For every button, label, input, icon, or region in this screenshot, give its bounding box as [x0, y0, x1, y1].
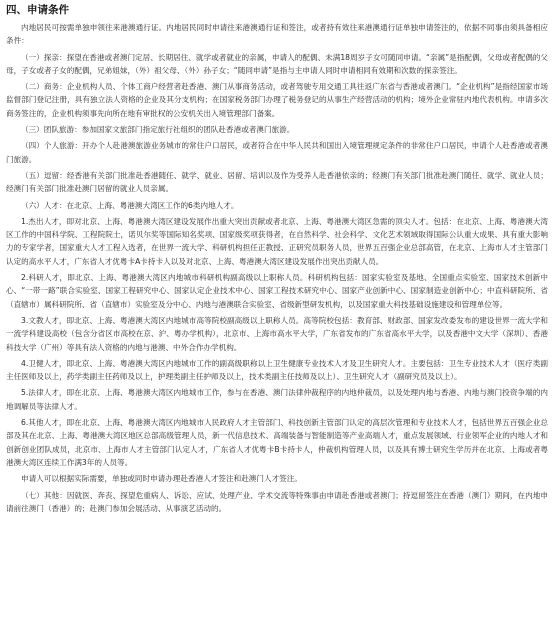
paragraph: 3.文教人才，即北京、上海、粤港澳大湾区内地城市高等院校副高级以上职称人员。高等院校包括：教育部、财政部、国家发改委发布的建设世界一流大学和一流学科建设高校（包含分省区市高校在京、沪、粤办学机构），北京市、上海市高水平大学，广东省发布的广东省高水平大学，以及香港中文大学（深圳）、香港科技大学（广州）等具有法人资格的内地与港澳、中外合作办学机构。: [6, 315, 548, 352]
paragraph: 4.卫健人才，即北京、上海、粤港澳大湾区内地城市工作的副高级职称以上卫生健康专业技术人才及卫生研究人才。主要包括：卫生专业技术人才（医疗类副主任医师及以上，药学类副主任药师及以上，护理类副主任护师及以上，技术类副主任技师及以上）、卫生研究人才（副研究员及以上）。: [6, 358, 548, 382]
paragraph: 5.法律人才，即在北京、上海、粤港澳大湾区内地城市工作，参与在香港、澳门法律仲裁程序的内地仲裁员，以及处理内地与香港、内地与澳门投资争端的内地调解员等法律人才。: [6, 388, 548, 411]
paragraph: （一）探亲：探望在香港或者澳门定居、长期居住、就学或者就业的亲属，申请人的配偶、未满18周岁子女可随同申请。“亲属”是指配偶，父母或者配偶的父母，子女或者子女的配偶，兄弟姐妹，（外）祖父母、（外）孙子女；“随同申请”是指与主申请人同时申请相同有效期和次数的探亲签注。: [6, 52, 548, 75]
paragraph: （七）其他：因就医、奔丧、探望危重病人、诉讼、应试、处理产业、学术交流等特殊事由申请赴香港或者澳门；持逗留签注在香港（澳门）期间，在内地申请前往澳门（香港）的；赴澳门参加会展活动、从事演艺活动的。: [6, 490, 548, 513]
paragraph: 2.科研人才，即北京、上海、粤港澳大湾区内地城市科研机构副高级以上职称人员。科研机构包括：国家实验室及基地、全国重点实验室、国家技术创新中心、“一带一路”联合实验室、国家工程研究中心、国家认定企业技术中心、国家工程技术研究中心、国家产业创新中心、国家制造业创新中心；中直科研院所、省（直辖市）属科研院所、省（直辖市）实验室及分中心、内地与港澳联合实验室、省级新型研发机构，以及国家重大科技基础设施建设和管理单位等。: [6, 273, 548, 309]
paragraph-list: [6, 21, 548, 515]
paragraph: （五）逗留：经香港有关部门批准赴香港随任、就学、就业、居留、培训以及作为受养人赴香港依亲的；经澳门有关部门批准赴澳门随任、就学、就业人员；经澳门有关部门批准赴澳门居留的就业人员亲属。: [6, 170, 548, 194]
paragraph: 6.其他人才，即在北京、上海、粤港澳大湾区内地城市人民政府人才主管部门、科技创新主管部门认定的高层次管理和专业技术人才，包括世界五百强企业总部及其在北京、上海、粤港澳大湾区地区总部高级管理人员，新一代信息技术、高端装备与智能制造等产业高端人才，重点发展领域、行业领军企业的内地人才和创新创业团队成员，北京市、上海市人才主管部门认定人才，广东省人才优粤卡B卡持卡人，仲裁机构管理人员，以及具有博士研究生学历并在北京、上海或者粤港澳大湾区连续工作满3年的人员等。: [6, 418, 548, 467]
paragraph: （二）商务：企业机构人员、个体工商户经营者赴香港、澳门从事商务活动，或者驾驶专用交通工具往返广东省与香港或者澳门。“企业机构”是指经国家市场监督部门登记注册，具有独立法人资格的企业及其分支机构；在国家税务部门办理了税务登记的从事生产经营活动的机构；境外企业常驻内地代表机构。申请多次商务签注的，企业机构须事先向所在地有审批权的公安机关出入境管理部门备案。: [6, 82, 548, 118]
paragraph: （六）人才：在北京、上海、粤港澳大湾区工作的6类内地人才。: [21, 200, 239, 210]
paragraph: （三）团队旅游：参加国家文旅部门指定旅行社组织的团队赴香港或者澳门旅游。: [21, 125, 295, 135]
paragraph: （四）个人旅游：开办个人赴港澳旅游业务城市的常住户口居民，或者符合在中华人民共和国出入境管理规定条件的非常住户口居民，申请个人赴香港或者澳门旅游。: [6, 141, 548, 164]
paragraph: 1.杰出人才，即对北京、上海、粤港澳大湾区建设发展作出重大突出贡献或者北京、上海、粤港澳大湾区急需的顶尖人才。包括：在北京、上海、粤港澳大湾区工作的中国科学院、工程院院士，诺贝尔奖等国际知名奖项、国家级奖项获得者，在自然科学、社会科学、文化艺术领域取得国际公认重大成果、具有重大影响力的专家学者，国家重大人才工程入选者，在世界一流大学、科研机构担任正教授、正研究员职务人员，世界五百强企业总部高管，在北京、上海市人才主管部门认定的高水平人才，广东省人才优粤卡A卡持卡人以及对北京、上海、粤港澳大湾区建设发展作出突出贡献人员。: [6, 216, 548, 266]
paragraph: 内地居民可按需单独申领往来港澳通行证。内地居民同时申请往来港澳通行证和签注，或者持有效往来港澳通行证单独申请签注的，依据不同事由须具备相应条件：: [6, 23, 548, 46]
section-heading: 四、申请条件: [6, 4, 69, 16]
paragraph: 申请人可以根据实际需要，单独或同时申请办理赴香港人才签注和赴澳门人才签注。: [21, 474, 302, 484]
